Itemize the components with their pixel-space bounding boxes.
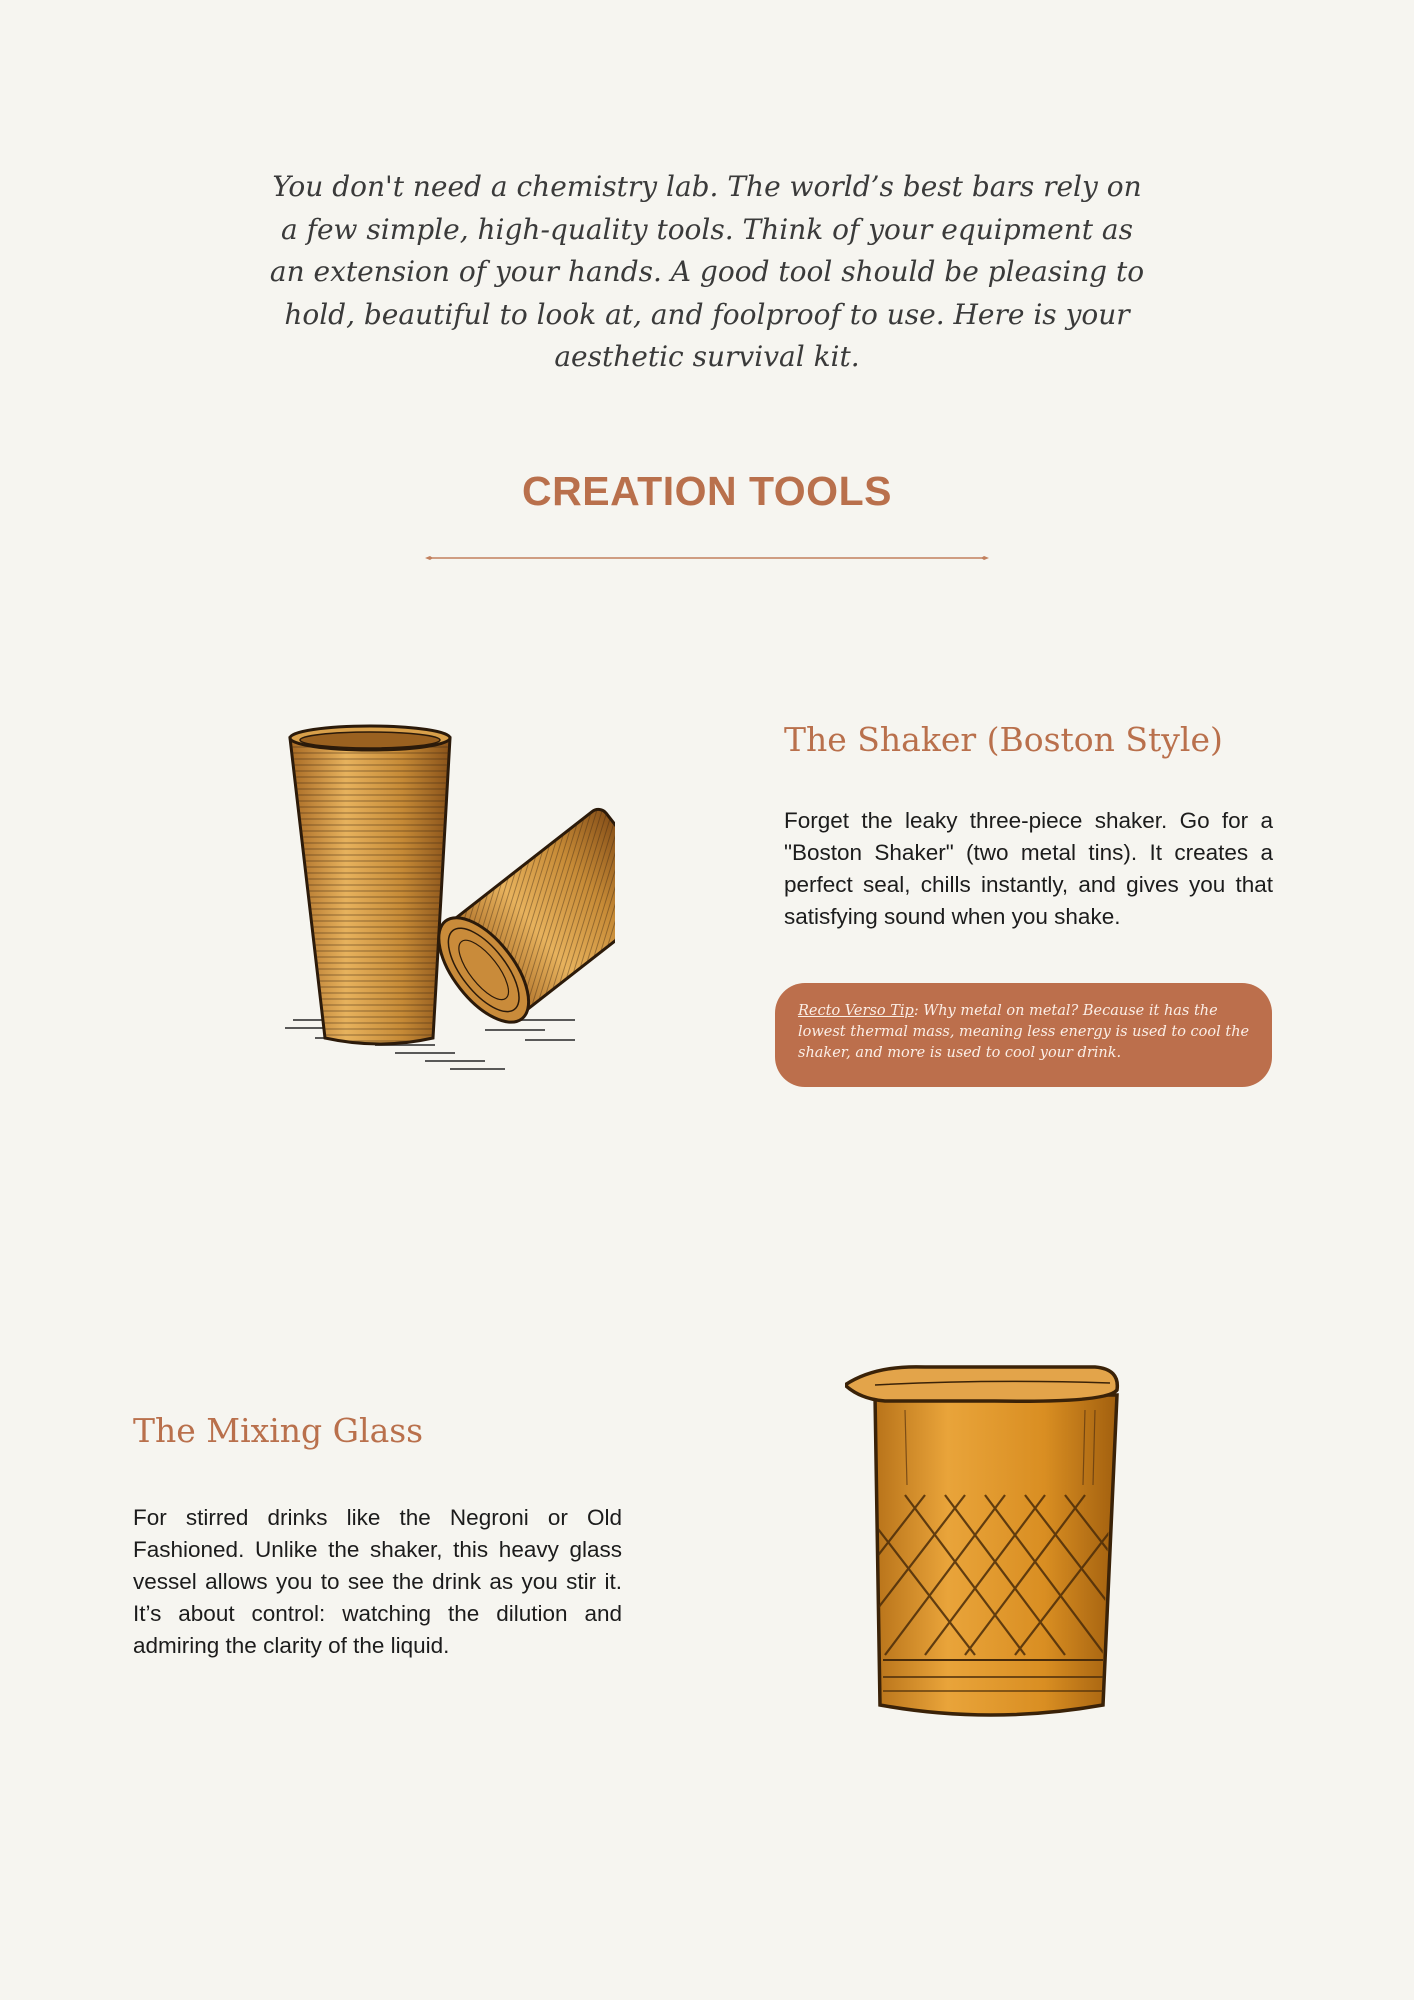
mixing-glass-illustration	[845, 1355, 1120, 1730]
section-title: CREATION TOOLS	[522, 468, 892, 514]
recto-verso-tip	[775, 983, 1272, 1087]
mixing-glass-title: The Mixing Glass	[133, 1411, 424, 1450]
intro-paragraph: You don't need a chemistry lab. The world’s best bars rely on a few simple, high-quality tools. Think of your equipment as an extension of your hands. A good tool should be pleasing to hold, beautiful to look at, and foolproof to use. Here is your aesthetic survival kit.	[269, 170, 1145, 373]
mixing-glass-description: For stirred drinks like the Negroni or Old Fashioned. Unlike the shaker, this heavy glass vessel allows you to see the drink as you stir it. It’s about control: watching the dilution and admiring the clarity of the liquid.	[133, 1505, 622, 1658]
section-divider	[425, 551, 989, 565]
boston-shaker-illustration	[285, 720, 615, 1090]
shaker-description: Forget the leaky three-piece shaker. Go for a "Boston Shaker" (two metal tins). It creates a perfect seal, chills instantly, and gives you that satisfying sound when you shake.	[784, 808, 1273, 929]
tip-text: : Why metal on metal? Because it has the lowest thermal mass, meaning less energy is used to cool the shaker, and more is used to cool your drink.	[798, 1003, 1250, 1061]
shaker-title: The Shaker (Boston Style)	[784, 720, 1223, 759]
tip-label: Recto Verso Tip	[798, 1003, 914, 1019]
